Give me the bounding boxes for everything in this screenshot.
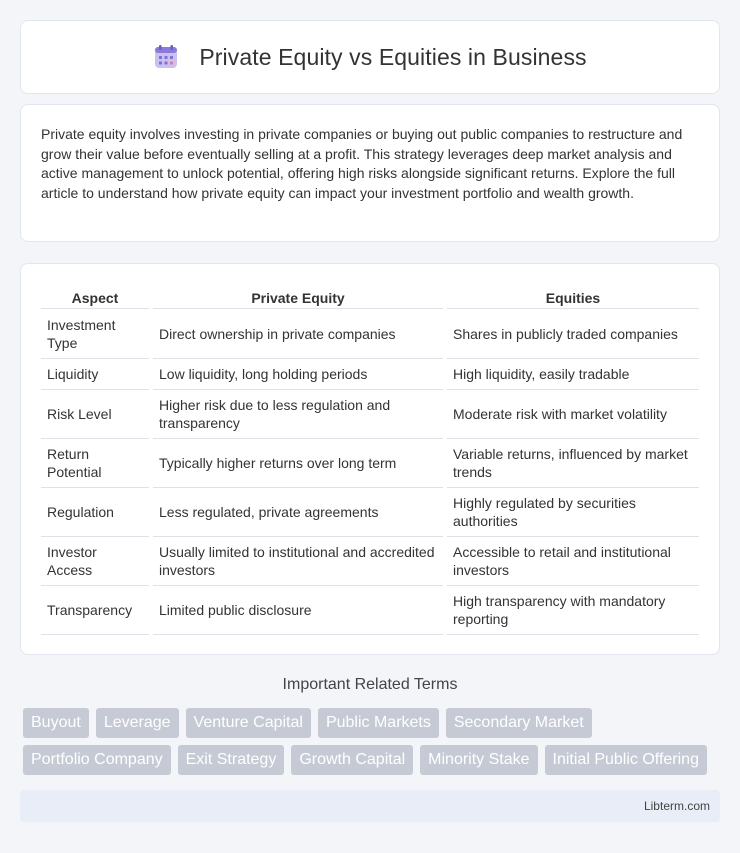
column-header-aspect: Aspect bbox=[41, 284, 149, 309]
tag-row bbox=[23, 745, 723, 775]
footer bbox=[20, 790, 720, 822]
cell-equities: High liquidity, easily tradable bbox=[447, 359, 699, 390]
tag-venture-capital[interactable]: Venture Capital bbox=[186, 708, 311, 738]
cell-equities: Shares in publicly traded companies bbox=[447, 309, 699, 359]
intro-paragraph: Private equity involves investing in private companies or buying out public companies to restructure and grow their value before eventually selling at a profit. This strategy leverages deep market analysis and active management to unlock potential, offering high risks alongside significant returns. Explore the full article to understand how private equity can impact your investment portfolio and wealth growth. bbox=[41, 126, 683, 201]
calendar-grid-icon bbox=[153, 44, 179, 70]
cell-aspect: Regulation bbox=[41, 488, 149, 537]
table-row bbox=[41, 390, 699, 439]
table-row bbox=[41, 359, 699, 390]
cell-aspect: Risk Level bbox=[41, 390, 149, 439]
cell-private-equity: Typically higher returns over long term bbox=[153, 439, 443, 488]
tag-portfolio-company[interactable]: Portfolio Company bbox=[23, 745, 171, 775]
cell-private-equity: Less regulated, private agreements bbox=[153, 488, 443, 537]
tag-initial-public-offering[interactable]: Initial Public Offering bbox=[545, 745, 707, 775]
cell-equities: Accessible to retail and institutional investors bbox=[447, 537, 699, 586]
cell-private-equity: Usually limited to institutional and accredited investors bbox=[153, 537, 443, 586]
table-row bbox=[41, 309, 699, 359]
comparison-table bbox=[37, 284, 703, 635]
column-header-private-equity: Private Equity bbox=[153, 284, 443, 309]
intro-card bbox=[20, 104, 720, 242]
header-card bbox=[20, 20, 720, 94]
tag-leverage[interactable]: Leverage bbox=[96, 708, 179, 738]
cell-aspect: Investor Access bbox=[41, 537, 149, 586]
table-row bbox=[41, 488, 699, 537]
page-title: Private Equity vs Equities in Business bbox=[199, 43, 587, 70]
table-row bbox=[41, 439, 699, 488]
table-header-row bbox=[41, 284, 699, 309]
related-terms-title: Important Related Terms bbox=[282, 676, 458, 693]
table-row bbox=[41, 586, 699, 635]
cell-equities: Variable returns, influenced by market trends bbox=[447, 439, 699, 488]
tag-row bbox=[23, 708, 723, 738]
cell-equities: Moderate risk with market volatility bbox=[447, 390, 699, 439]
cell-private-equity: Low liquidity, long holding periods bbox=[153, 359, 443, 390]
cell-equities: Highly regulated by securities authorities bbox=[447, 488, 699, 537]
title-wrap bbox=[153, 44, 586, 71]
tag-growth-capital[interactable]: Growth Capital bbox=[291, 745, 413, 775]
cell-aspect: Transparency bbox=[41, 586, 149, 635]
column-header-equities: Equities bbox=[447, 284, 699, 309]
comparison-table-card bbox=[20, 263, 720, 655]
tag-minority-stake[interactable]: Minority Stake bbox=[420, 745, 537, 775]
cell-aspect: Return Potential bbox=[41, 439, 149, 488]
cell-private-equity: Limited public disclosure bbox=[153, 586, 443, 635]
tag-public-markets[interactable]: Public Markets bbox=[318, 708, 439, 738]
cell-aspect: Investment Type bbox=[41, 309, 149, 359]
cell-private-equity: Higher risk due to less regulation and transparency bbox=[153, 390, 443, 439]
footer-site-link[interactable]: Libterm.com bbox=[643, 799, 710, 813]
tag-exit-strategy[interactable]: Exit Strategy bbox=[178, 745, 285, 775]
related-terms-tags bbox=[23, 708, 723, 775]
tag-secondary-market[interactable]: Secondary Market bbox=[446, 708, 592, 738]
cell-aspect: Liquidity bbox=[41, 359, 149, 390]
tag-buyout[interactable]: Buyout bbox=[23, 708, 89, 738]
cell-equities: High transparency with mandatory reporting bbox=[447, 586, 699, 635]
table-row bbox=[41, 537, 699, 586]
cell-private-equity: Direct ownership in private companies bbox=[153, 309, 443, 359]
